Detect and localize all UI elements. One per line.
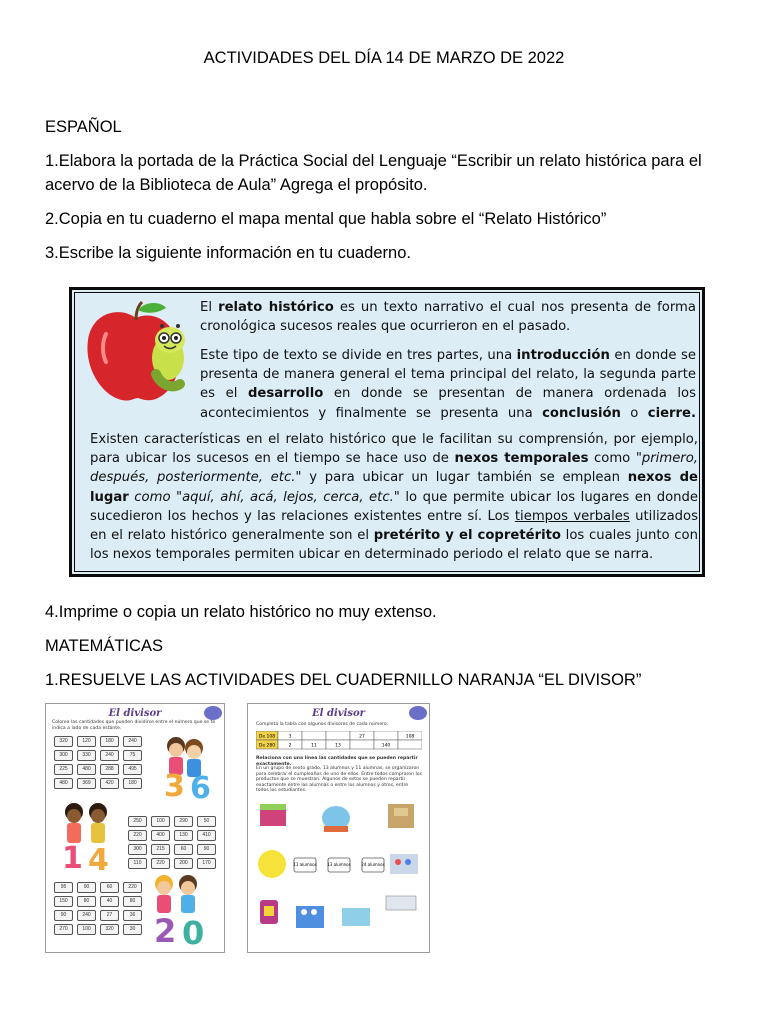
svg-text:3: 3 — [164, 769, 185, 804]
kids-numbers-illustration — [46, 704, 225, 953]
text-run: es un texto narrativo el cual nos presenta de forma cronológica sucesos reales que ocurrieron en el pasado. — [200, 300, 696, 335]
divisor-table — [256, 731, 422, 751]
number-cell: 240 — [100, 750, 119, 761]
number-cell: 225 — [54, 764, 73, 775]
text-run: El — [200, 300, 219, 315]
table-cell-text: 140 — [381, 743, 391, 749]
text-run: o — [620, 405, 648, 421]
number-cell: 75 — [123, 750, 142, 761]
number-cell: 180 — [123, 778, 142, 789]
table-cell-text: 11 — [311, 743, 317, 749]
quantity-label: 24 alumnos — [361, 862, 385, 867]
text-run: y para ubicar un lugar también se emplean — [301, 470, 628, 486]
section-heading-espanol: ESPAÑOL — [45, 118, 122, 136]
number-cell: 480 — [77, 764, 96, 775]
worksheet-2-relate: Relaciona con una línea las cantidades que se pueden repartir exactamente. — [256, 756, 418, 767]
matematicas-item-1: 1.RESUELVE LAS ACTIVIDADES DEL CUADERNILLO NARANJA “EL DIVISOR” — [45, 671, 642, 689]
text-run: pretérito y el copretérito — [373, 528, 561, 544]
number-cell: 95 — [54, 882, 73, 893]
number-cell: 270 — [54, 924, 73, 935]
products-illustration — [248, 796, 430, 953]
svg-text:6: 6 — [190, 771, 211, 806]
number-cell: 36 — [123, 910, 142, 921]
number-cell: 30 — [123, 924, 142, 935]
table-cell — [398, 740, 422, 749]
text-run: nexos de lugar — [90, 470, 698, 505]
table-cell-text: 2 — [288, 743, 292, 749]
text-run: Existen características en el relato histórico que le facilitan su comprensión, por ejemplo, para ubicar los sucesos en el tiempo se hace uso de — [90, 432, 698, 467]
number-cell: 320 — [100, 924, 119, 935]
relato-historico-infobox — [69, 287, 705, 577]
number-cell: 300 — [54, 750, 73, 761]
table-cell — [326, 731, 350, 740]
espanol-item-2: 2.Copia en tu cuaderno el mapa mental que habla sobre el “Relato Histórico” — [45, 210, 607, 228]
worksheet-1-title: El divisor — [108, 708, 162, 719]
number-cell: 369 — [77, 778, 96, 789]
number-cell: 80 — [123, 896, 142, 907]
number-cell: 90 — [54, 910, 73, 921]
number-cell: 220 — [151, 858, 170, 869]
worksheet-2-body: En un grupo de sexto grado, 13 alumnos y 11 alumnas, se organizaron para celebrar el cumpleaños de uno de ellos. Entre todos compraron los productos que se muestran. Algunos de estos se pueden repartir exactamente entre las alumnas o entre los alumnos y otros, entre todos los estudiantes. — [256, 766, 422, 793]
worksheet-2-title: El divisor — [312, 708, 365, 719]
table-cell-text: 3 — [288, 734, 292, 740]
number-cell: 100 — [77, 924, 96, 935]
table-cell — [374, 731, 398, 740]
number-cell: 130 — [174, 830, 193, 841]
number-cell: 495 — [123, 764, 142, 775]
svg-text:2: 2 — [154, 912, 177, 950]
number-cell: 215 — [151, 844, 170, 855]
table-cell — [350, 740, 374, 749]
number-cell: 300 — [128, 844, 147, 855]
worksheet-1-instruction: Colorea las cantidades que pueden dividirse entre el número que se te indica a lado de cada estante. — [52, 720, 216, 731]
number-cell: 60 — [174, 844, 193, 855]
table-cell-text: De 280 — [258, 743, 276, 749]
number-cell: 420 — [100, 778, 119, 789]
quantity-label: 13 alumnos — [327, 862, 351, 867]
text-run: Este tipo de texto se divide en tres partes, una — [200, 348, 517, 363]
number-cell: 27 — [100, 910, 119, 921]
text-run: cierre. — [647, 405, 696, 421]
text-run: como — [588, 451, 636, 467]
infobox-paragraph-1 — [200, 298, 696, 336]
text-run: relato histórico — [218, 300, 334, 315]
table-cell — [302, 731, 326, 740]
text-run: lo que permite ubicar los lugares en donde sucedieron los hechos y las relaciones existentes entre sí. Los — [90, 489, 698, 524]
text-run: tiempos verbales — [514, 508, 630, 524]
infobox-paragraph-3 — [90, 430, 698, 564]
text-run: introducción — [516, 348, 610, 363]
svg-text:1: 1 — [62, 841, 83, 876]
text-run: en donde se presentan de manera ordenada los acontecimientos y finalmente se presenta una — [200, 386, 696, 421]
table-cell-text: 13 — [335, 743, 341, 749]
number-cell: 50 — [197, 816, 216, 827]
number-cell: 80 — [77, 896, 96, 907]
text-run: los cuales junto con los nexos temporales permiten ubicar en determinado periodo el relato que se narra. — [90, 528, 698, 563]
infobox-paragraph-2 — [200, 346, 696, 423]
worksheet-2-instruction: Completa la tabla con algunos divisores de cada número. — [256, 722, 389, 727]
text-run: nexos temporales — [454, 451, 589, 467]
number-cell: 290 — [174, 816, 193, 827]
number-cell: 320 — [54, 736, 73, 747]
number-cell: 60 — [100, 882, 119, 893]
number-cell: 40 — [100, 896, 119, 907]
number-cell: 288 — [100, 764, 119, 775]
number-cell: 180 — [100, 736, 119, 747]
worksheet-1-image — [45, 703, 225, 953]
number-cell: 220 — [123, 882, 142, 893]
table-cell-text: 108 — [405, 734, 415, 740]
number-cell: 330 — [77, 750, 96, 761]
number-cell: 220 — [128, 830, 147, 841]
text-run: en donde se presenta de manera general el tema principal del relato, la segunda parte es el — [200, 348, 696, 402]
table-cell-text: De 108 — [258, 734, 276, 740]
number-cell: 100 — [151, 816, 170, 827]
text-run: desarrollo — [247, 386, 324, 402]
number-cell: 200 — [174, 858, 193, 869]
text-run: como "aquí, ahí, acá, lejos, cerca, etc." — [134, 489, 400, 505]
number-cell: 170 — [197, 858, 216, 869]
number-cell: 150 — [54, 896, 73, 907]
number-cell: 410 — [197, 830, 216, 841]
worksheet-2-image — [247, 703, 430, 953]
number-cell: 250 — [128, 816, 147, 827]
number-cell: 90 — [77, 882, 96, 893]
number-cell: 120 — [77, 736, 96, 747]
espanol-item-1: 1.Elabora la portada de la Práctica Social del Lenguaje “Escribir un relato histórica para el acervo de la Biblioteca de Aula” Agrega el propósito. — [45, 152, 702, 194]
text-run: utilizados en el relato histórico generalmente son el — [90, 508, 698, 544]
section-heading-matematicas: MATEMÁTICAS — [45, 637, 163, 655]
number-cell: 110 — [128, 858, 147, 869]
apple-worm-illustration — [80, 298, 192, 408]
espanol-item-3: 3.Escribe la siguiente información en tu cuaderno. — [45, 244, 411, 262]
number-cell: 480 — [54, 778, 73, 789]
svg-text:4: 4 — [88, 843, 109, 878]
number-cell: 240 — [77, 910, 96, 921]
number-cell: 400 — [151, 830, 170, 841]
quantity-label: 11 alumnos — [293, 862, 317, 867]
text-run: "primero, después, posteriormente, etc." — [90, 451, 698, 486]
table-cell-text: 27 — [359, 734, 365, 740]
svg-text:0: 0 — [182, 914, 205, 952]
text-run: conclusión — [542, 405, 621, 421]
page-title: ACTIVIDADES DEL DÍA 14 DE MARZO DE 2022 — [203, 49, 565, 67]
espanol-item-4: 4.Imprime o copia un relato histórico no muy extenso. — [45, 603, 437, 621]
number-cell: 240 — [123, 736, 142, 747]
number-cell: 90 — [197, 844, 216, 855]
